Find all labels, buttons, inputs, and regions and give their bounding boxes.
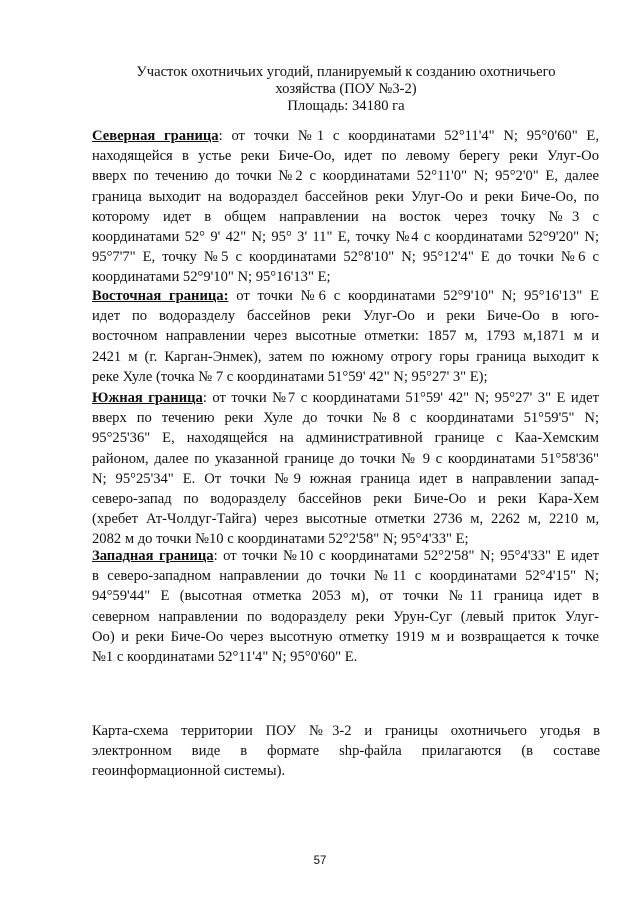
paragraph-line: Карта-схема территории ПОУ №3-2 и границы охотничьего угодья в bbox=[92, 723, 600, 739]
paragraph-line: которому идет в общем направлении на восток через точку №3 с bbox=[92, 208, 599, 225]
line-text: : от точки №10 с координатами 52°2'58" N; 95°4'33" E идет bbox=[213, 548, 599, 564]
paragraph-line: 95°7'7" E, точку №5 с координатами 52°8'10" N; 95°12'4" E до точки №6 с bbox=[92, 249, 599, 266]
paragraph-line: вверх по течению реки Хуле до точки №8 с координатами 51°59'5" N; bbox=[92, 410, 599, 427]
line-text: : от точки №1 с координатами 52°11'4" N; 95°0'60" E, bbox=[218, 128, 599, 144]
header-area-line: Площадь: 34180 га bbox=[287, 98, 405, 114]
document-header bbox=[92, 64, 600, 115]
north-boundary-paragraph bbox=[92, 126, 599, 288]
east-boundary-heading: Восточная граница: bbox=[92, 288, 229, 304]
south-boundary-heading: Южная граница bbox=[92, 390, 203, 406]
paragraph-line: координатами 52°9'10" N; 95°16'13" E; bbox=[92, 269, 331, 286]
paragraph-line bbox=[92, 388, 599, 408]
paragraph-line: геоинформационной системы). bbox=[92, 763, 286, 780]
paragraph-line: Оо) и реки Биче-Оо через высотную отметку 1919 м и возвращается к точке bbox=[92, 628, 599, 645]
paragraph-line: граница выходит на водораздел бассейнов реки Улуг-Оо и реки Биче-Оо, по bbox=[92, 188, 599, 205]
paragraph-line: районом, далее по указанной границе до точки № 9 с координатами 51°58'36" bbox=[92, 450, 599, 467]
paragraph-line: в северо-западном направлении до точки №11 с координатами 52°4'15" N; bbox=[92, 568, 599, 585]
paragraph-line: 94°59'44" E (высотная отметка 2053 м), от точки №11 граница идет в bbox=[92, 588, 599, 605]
paragraph-line bbox=[92, 126, 599, 146]
paragraph-line: восточном направлении через высотные отметки: 1857 м, 1793 м,1871 м и bbox=[92, 328, 599, 345]
line-text: : от точки №7 с координатами 51°59' 42" N; 95°27' 3" E идет bbox=[202, 390, 599, 406]
paragraph-line: 95°25'36" E, находящейся на административной границе с Каа-Хемским bbox=[92, 430, 599, 447]
paragraph-line: №1 с координатами 52°11'4" N; 95°0'60" E. bbox=[92, 648, 358, 665]
paragraph-line: 2421 м (г. Карган-Энмек), затем по южному отрогу горы граница выходит к bbox=[92, 348, 599, 365]
paragraph-line: вверх по течению до точки №2 с координатами 52°11'0" N; 95°2'0" E, далее bbox=[92, 168, 599, 185]
north-boundary-heading: Северная граница bbox=[92, 128, 219, 144]
paragraph-line: идет по водоразделу бассейнов реки Улуг-Оо и реки Биче-Оо в юго- bbox=[92, 308, 599, 325]
header-title-line-1: Участок охотничьих угодий, планируемый к созданию охотничьего bbox=[136, 64, 556, 80]
line-text: от точки №6 с координатами 52°9'10" N; 95°16'13" E bbox=[228, 288, 599, 304]
west-boundary-paragraph bbox=[92, 546, 599, 667]
paragraph-line: электронном виде в формате shp-файла прилагаются (в составе bbox=[92, 743, 600, 760]
paragraph-line bbox=[92, 546, 599, 566]
paragraph-line: N; 95°25'34" E. От точки №9 южная граница идет в направлении запад- bbox=[92, 470, 599, 487]
header-title-line-2: хозяйства (ПОУ №3-2) bbox=[275, 81, 417, 97]
paragraph-line: северо-запад по водоразделу бассейнов реки Биче-Оо и реки Кара-Хем bbox=[92, 490, 599, 507]
paragraph-line: 2082 м до точки №10 с координатами 52°2'58" N; 95°4'33" E; bbox=[92, 531, 469, 548]
paragraph-line: северном направлении по водоразделу реки Урун-Суг (левый приток Улуг- bbox=[92, 608, 599, 625]
south-boundary-paragraph bbox=[92, 388, 599, 550]
map-scheme-note bbox=[92, 721, 600, 782]
paragraph-line: (хребет Ат-Чолдуг-Тайга) через высотные отметки 2736 м, 2262 м, 2210 м, bbox=[92, 511, 599, 528]
paragraph-line: реке Хуле (точка № 7 с координатами 51°59' 42" N; 95°27' 3" E); bbox=[92, 368, 488, 385]
paragraph-line: координатами 52° 9' 42" N; 95° 3' 11" E, точку №4 с координатами 52°9'20" N; bbox=[92, 228, 599, 245]
paragraph-line bbox=[92, 286, 599, 306]
paragraph-line: находящейся в устье реки Биче-Оо, идет по левому берегу реки Улуг-Оо bbox=[92, 148, 599, 165]
west-boundary-heading: Западная граница bbox=[92, 548, 214, 564]
page-number: 57 bbox=[313, 855, 327, 867]
east-boundary-paragraph bbox=[92, 286, 599, 387]
